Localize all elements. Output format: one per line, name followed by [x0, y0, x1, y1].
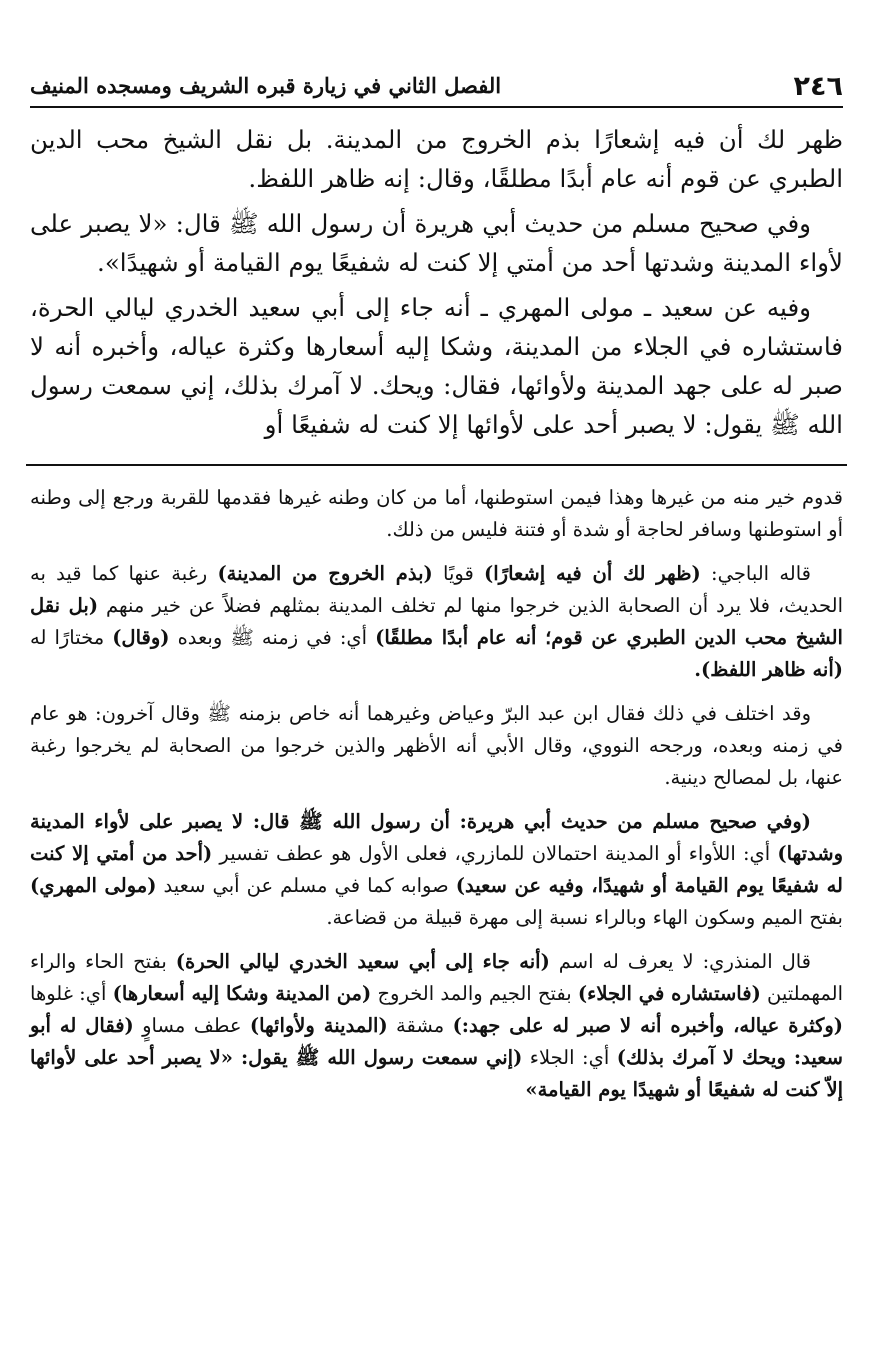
running-title: الفصل الثاني في زيارة قبره الشريف ومسجده المنيف — [30, 73, 502, 98]
commentary-paragraph — [30, 482, 843, 546]
commentary-text: مشقة — [387, 1014, 453, 1037]
main-paragraph: وفيه عن سعيد ـ مولى المهري ـ أنه جاء إلى أبي سعيد الخدري ليالي الحرة، فاستشاره في الجلاء من المدينة، وشكا إليه أسعارها وكثرة عياله، وأخبره أنه لا صبر له على جهد المدينة ولأوائها، فقال: ويحك. لا آمرك بذلك، إني سمعت رسول الله ﷺ يقول: لا يصبر أحد على لأوائها إلا كنت له شفيعًا أو — [30, 293, 843, 439]
quoted-text: (وكثرة عياله، وأخبره أنه لا صبر له على جهد:) — [452, 1014, 843, 1037]
main-paragraph: ظهر لك أن فيه إشعارًا بذم الخروج من المدينة. بل نقل الشيخ محب الدين الطبري عن قوم أنه عام أبدًا مطلقًا، وقال: إنه ظاهر اللفظ. — [30, 125, 843, 193]
commentary-text: قدوم خير منه من غيرها وهذا فيمن استوطنها، أما من كان وطنه غيرها فقدمها للقربة ورجع إلى وطنه أو استوطنها وسافر لحاجة أو شدة أو فتنة فليس من ذلك. — [30, 486, 843, 541]
quoted-text: (أنه ظاهر اللفظ). — [694, 658, 843, 681]
commentary-text: بفتح الجيم والمد الخروج — [371, 982, 578, 1005]
quoted-text: (بل نقل الشيخ محب الدين الطبري عن قوم؛ أنه عام أبدًا مطلقًا) — [30, 594, 843, 649]
commentary-text: بفتح الميم وسكون الهاء وبالراء نسبة إلى مهرة قبيلة من قضاعة. — [326, 906, 843, 929]
commentary — [26, 482, 847, 1106]
quoted-text: (أنه جاء إلى أبي سعيد الخدري ليالي الحرة) — [175, 950, 550, 973]
commentary-text: بفتح الحاء والراء المهملتين — [30, 950, 843, 1005]
quoted-text: (إني سمعت رسول الله ﷺ يقول: «لا يصبر أحد على لأوائها إلاّ كنت له شفيعًا أو شهيدًا يوم القيامة» — [30, 1046, 843, 1101]
commentary-text: قال المنذري: لا يعرف له اسم — [549, 950, 811, 973]
quoted-text: (من المدينة وشكا إليه أسعارها) — [112, 982, 372, 1005]
page-header — [30, 52, 843, 108]
commentary-text: عطف مساوٍ — [133, 1014, 250, 1037]
commentary-text: مختارًا له — [30, 626, 113, 649]
commentary-text: صوابه كما في مسلم عن أبي سعيد — [156, 874, 456, 897]
quoted-text: (مولى المهري) — [30, 874, 157, 897]
page-number: ٢٤٦ — [793, 71, 843, 102]
commentary-paragraph — [30, 806, 843, 934]
commentary-text: أي: الجلاء — [522, 1046, 617, 1069]
quoted-text: (فقال له أبو سعيد: ويحك لا آمرك بذلك) — [30, 1014, 843, 1069]
commentary-text: أي: في زمنه ﷺ وبعده — [169, 626, 376, 649]
commentary-paragraph — [30, 558, 843, 686]
footnote-separator — [26, 464, 847, 466]
main-paragraph: وفي صحيح مسلم من حديث أبي هريرة أن رسول الله ﷺ قال: «لا يصبر على لأواء المدينة وشدتها أحد من أمتي إلا كنت له شفيعًا يوم القيامة أو شهيدًا». — [30, 209, 843, 277]
quoted-text: (فاستشاره في الجلاء) — [577, 982, 761, 1005]
commentary-text: قويًا — [432, 562, 485, 585]
quoted-text: (المدينة ولأوائها) — [249, 1014, 388, 1037]
commentary-paragraph — [30, 698, 843, 794]
commentary-paragraph — [30, 946, 843, 1106]
commentary-text: أي: غلوها — [30, 982, 113, 1005]
commentary-text: قاله الباجي: — [700, 562, 811, 585]
quoted-text: (ظهر لك أن فيه إشعارًا) — [484, 562, 701, 585]
quoted-text: (بذم الخروج من المدينة) — [217, 562, 433, 585]
commentary-text: وقد اختلف في ذلك فقال ابن عبد البرّ وعياض وغيرهما أنه خاص بزمنه ﷺ وقال آخرون: هو عام في زمنه وبعده، ورجحه النووي، وقال الأبي أنه الأظهر والذين خرجوا من الصحابة لم يخرجوا رغبة عنها، بل لمصالح دينية. — [30, 702, 843, 789]
quoted-text: (وفي صحيح مسلم من حديث أبي هريرة: أن رسول الله ﷺ قال: لا يصبر على لأواء المدينة وشدتها) — [30, 810, 843, 865]
commentary-text: أي: اللأواء أو المدينة احتمالان للمازري، فعلى الأول هو عطف تفسير — [212, 842, 778, 865]
quoted-text: (أحد من أمتي إلا كنت له شفيعًا يوم القيامة أو شهيدًا، وفيه عن سعيد) — [30, 842, 843, 897]
main-text — [26, 120, 847, 444]
commentary-text: رغبة عنها كما قيد به الحديث، فلا يرد أن الصحابة الذين خرجوا منها لم تخلف المدينة بمثلهم فضلاً عن خير منهم — [30, 562, 843, 617]
quoted-text: (وقال) — [112, 626, 170, 649]
